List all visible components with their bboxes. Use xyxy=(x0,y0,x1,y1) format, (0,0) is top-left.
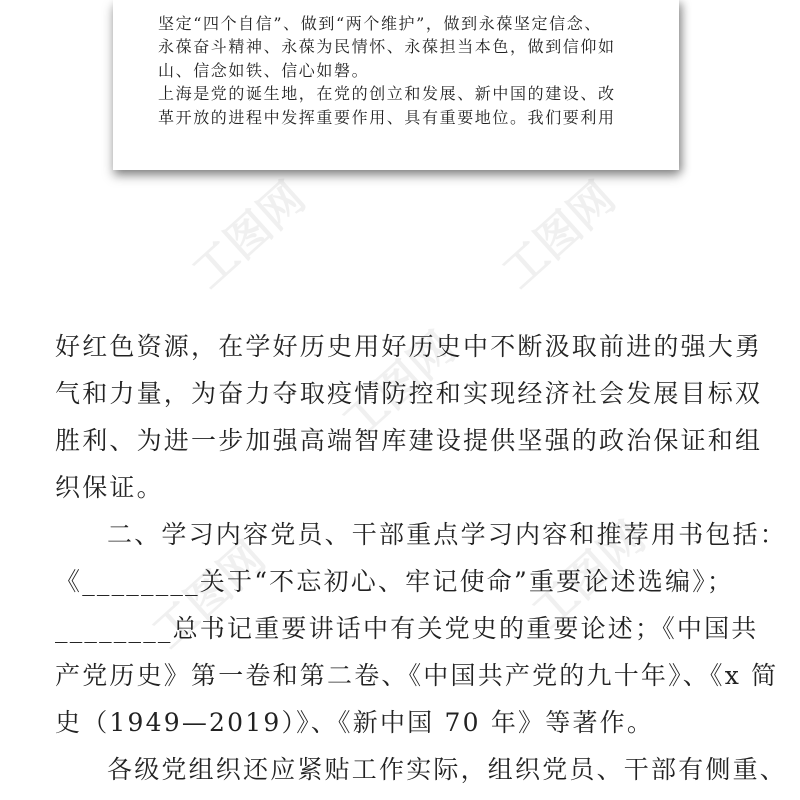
text-line: 产党历史》第一卷和第二卷、《中国共产党的九十年》、《x 简 xyxy=(55,661,779,690)
paragraph-party-organizations xyxy=(55,746,788,793)
text-line: 好红色资源，在学好历史用好历史中不断汲取前进的强大勇 xyxy=(55,332,763,361)
text-line: 二、学习内容党员、干部重点学习内容和推荐用书包括： xyxy=(107,520,788,549)
document-body xyxy=(55,323,788,793)
text-line: 史（1949—2019）》、《新中国 70 年》等著作。 xyxy=(55,708,655,737)
watermark: 工图网 xyxy=(142,532,276,659)
watermark: 工图网 xyxy=(182,172,316,299)
preview-text xyxy=(158,0,648,129)
text-line: 织保证。 xyxy=(55,473,164,502)
preview-line: 革开放的进程中发挥重要作用、具有重要地位。我们要利用 xyxy=(158,107,616,127)
text-line: ________总书记重要讲话中有关党史的重要论述；《中国共 xyxy=(55,614,759,643)
preview-line: 上海是党的诞生地，在党的创立和发展、新中国的建设、改 xyxy=(158,84,616,103)
watermark: 工图网 xyxy=(332,322,466,449)
text-line: 胜利、为进一步加强高端智库建设提供坚强的政治保证和组 xyxy=(55,426,763,455)
preview-line: 永葆奋斗精神、永葆为民情怀、永葆担当本色，做到信仰如 xyxy=(158,37,616,56)
preview-line: 坚定“四个自信”、做到“两个维护”，做到永葆坚定信念、 xyxy=(158,13,602,33)
text-line: 《________关于“不忘初心、牢记使命”重要论述选编》； xyxy=(55,567,735,596)
section-heading-study-content xyxy=(55,511,788,746)
document-preview-card xyxy=(113,0,679,170)
watermark: 工图网 xyxy=(522,512,656,639)
watermark: 工图网 xyxy=(492,172,626,299)
text-line: 各级党组织还应紧贴工作实际，组织党员、干部有侧重、 xyxy=(107,755,788,784)
text-line: 气和力量，为奋力夺取疫情防控和实现经济社会发展目标双 xyxy=(55,379,763,408)
paragraph-red-resources xyxy=(55,323,763,511)
preview-line: 山、信念如铁、信心如磐。 xyxy=(158,60,370,80)
